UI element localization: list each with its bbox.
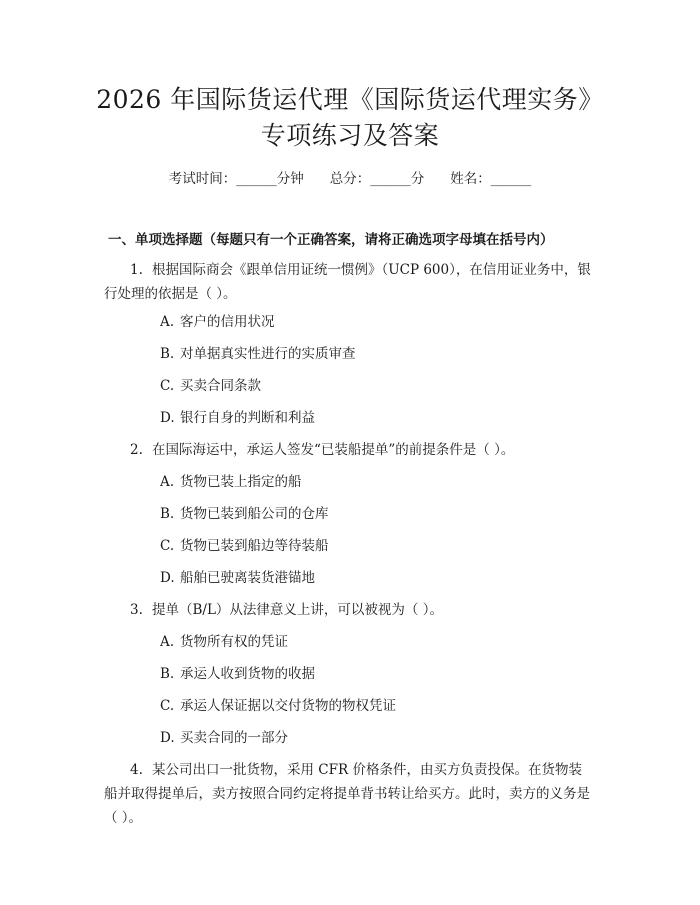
question-number: 3.: [130, 602, 143, 618]
question-2: [104, 438, 592, 462]
total-score-field: 总分：______分: [329, 171, 425, 187]
option-text: 买卖合同条款: [180, 378, 261, 394]
name-field: 姓名：______: [450, 171, 532, 187]
option-text: 船舶已驶离装货港锚地: [180, 570, 315, 586]
option-item: [160, 505, 329, 523]
option-letter: D.: [160, 410, 175, 426]
option-letter: C.: [160, 538, 175, 554]
option-text: 承运人收到货物的收据: [180, 666, 315, 682]
option-letter: C.: [160, 698, 175, 714]
option-text: 货物已装上指定的船: [180, 474, 302, 490]
question-number: 2.: [130, 442, 143, 458]
option-item: [160, 665, 315, 683]
option-item: [160, 633, 288, 651]
option-text: 货物已装到船公司的仓库: [180, 506, 329, 522]
option-item: [160, 473, 302, 491]
option-text: 客户的信用状况: [180, 314, 275, 330]
option-letter: B.: [160, 666, 175, 682]
question-4: [104, 758, 592, 830]
question-3: [104, 598, 592, 622]
question-number: 4.: [130, 762, 143, 778]
option-text: 买卖合同的一部分: [180, 730, 288, 746]
option-item: [160, 537, 329, 555]
option-letter: D.: [160, 730, 175, 746]
option-item: [160, 729, 288, 747]
document-title-line1: 2026 年国际货运代理《国际货运代理实务》: [96, 85, 604, 114]
option-text: 货物已装到船边等待装船: [180, 538, 329, 554]
option-letter: C.: [160, 378, 175, 394]
option-letter: A.: [160, 314, 175, 330]
option-text: 货物所有权的凭证: [180, 634, 288, 650]
section-heading: 一、单项选择题（每题只有一个正确答案，请将正确选项字母填在括号内）: [108, 232, 554, 248]
option-item: [160, 409, 315, 427]
question-text: 根据国际商会《跟单信用证统一惯例》（UCP 600），在信用证业务中，银行处理的依据是（ ）。: [104, 262, 591, 302]
option-text: 对单据真实性进行的实质审查: [180, 346, 356, 362]
option-letter: A.: [160, 474, 175, 490]
option-letter: B.: [160, 506, 175, 522]
option-letter: B.: [160, 346, 175, 362]
option-item: [160, 345, 356, 363]
question-text: 某公司出口一批货物，采用 CFR 价格条件，由买方负责投保。在货物装船并取得提单后，卖方按照合同约定将提单背书转让给买方。此时，卖方的义务是（ ）。: [104, 762, 590, 826]
question-text: 在国际海运中，承运人签发“已装船提单”的前提条件是（ ）。: [152, 442, 515, 458]
exam-time-field: 考试时间：______分钟: [168, 171, 304, 187]
question-number: 1.: [130, 262, 143, 278]
option-letter: A.: [160, 634, 175, 650]
question-1: [104, 258, 592, 306]
option-item: [160, 569, 315, 587]
question-text: 提单（B/L）从法律意义上讲，可以被视为（ ）。: [152, 602, 443, 618]
document-title-line2: 专项练习及答案: [260, 121, 440, 150]
option-item: [160, 697, 396, 715]
option-item: [160, 377, 261, 395]
option-text: 承运人保证据以交付货物的物权凭证: [180, 698, 396, 714]
option-text: 银行自身的判断和利益: [180, 410, 315, 426]
exam-info-line: [0, 170, 700, 188]
option-letter: D.: [160, 570, 175, 586]
option-item: [160, 313, 275, 331]
